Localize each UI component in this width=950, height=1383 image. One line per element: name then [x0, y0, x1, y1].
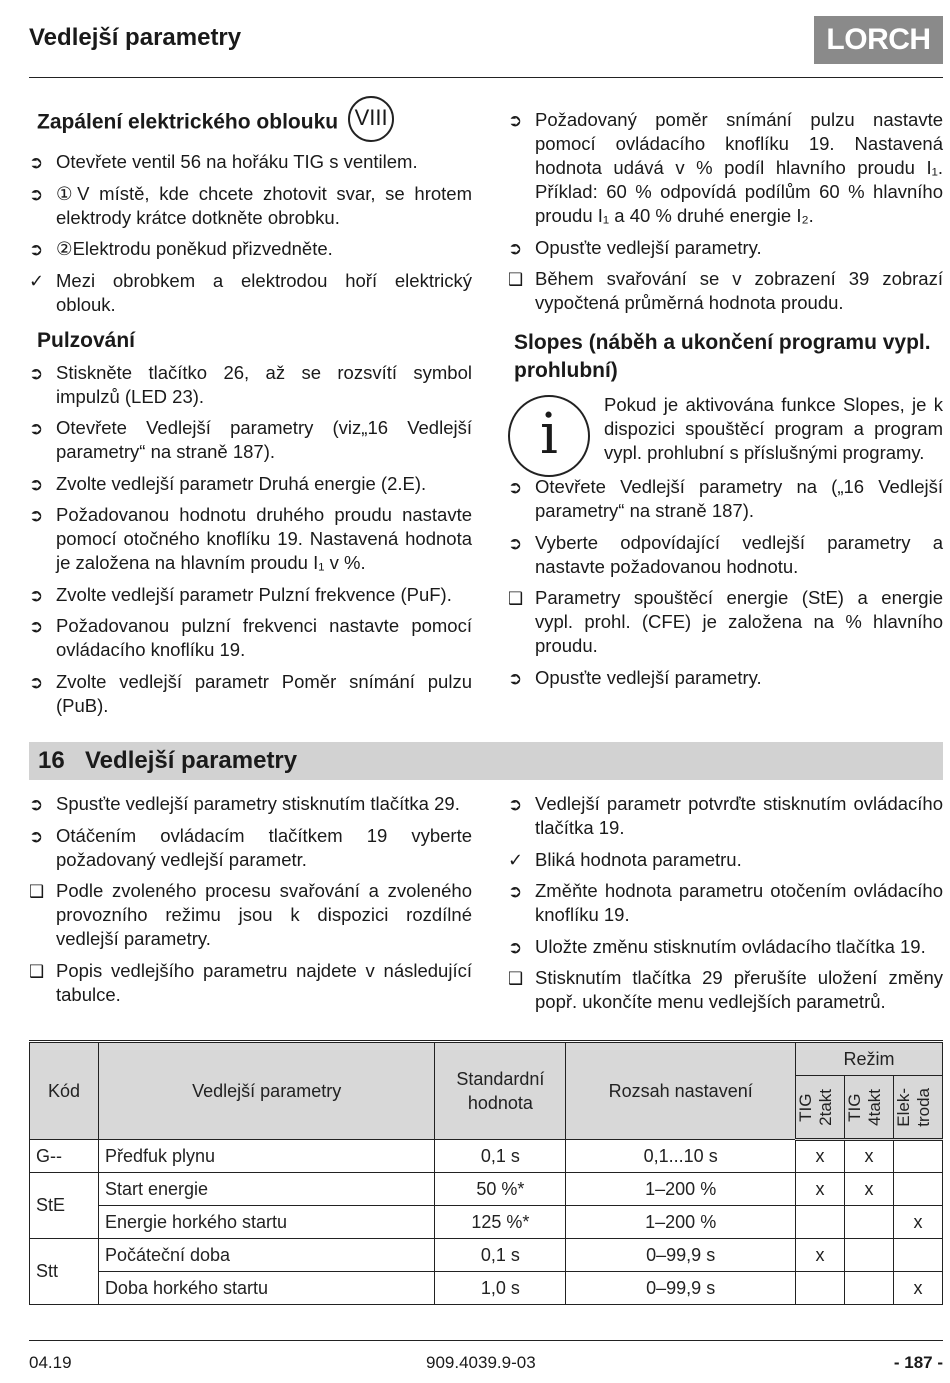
footer-doc-number: 909.4039.9-03 — [426, 1353, 536, 1372]
list-item — [508, 792, 943, 840]
list-item — [29, 959, 472, 1007]
arrow-icon — [508, 879, 530, 904]
arrow-icon — [508, 531, 530, 556]
heading-arc-ignition — [37, 100, 480, 146]
arrow-icon — [508, 236, 530, 261]
list-item — [29, 503, 472, 575]
cell-range: 0,1...10 s — [566, 1140, 796, 1173]
cell-m2 — [844, 1272, 893, 1305]
arrow-icon — [508, 666, 530, 691]
cell-range: 0–99,9 s — [566, 1239, 796, 1272]
checkbox-icon — [29, 879, 51, 904]
arrow-icon — [508, 475, 530, 500]
arrow-icon — [29, 792, 51, 817]
col-code: Kód — [30, 1042, 99, 1140]
arrow-icon — [29, 583, 51, 608]
cell-param: Energie horkého startu — [98, 1206, 434, 1239]
checkbox-icon — [29, 959, 51, 984]
list-item-text: Zvolte vedlejší parametr Pulzní frekvence (PuF). — [56, 583, 452, 605]
arrow-icon — [29, 614, 51, 639]
arc-ignition-list — [29, 150, 472, 317]
list-item — [29, 416, 472, 464]
mode-tig2-label: TIG 2takt — [796, 1088, 836, 1126]
list-item-text: Stisknutím tlačítka 29 přerušíte uložení změny popř. ukončíte menu vedlejších parametrů. — [535, 967, 943, 1012]
cell-std: 125 %* — [435, 1206, 566, 1239]
list-item-text: Změňte hodnota parametru otočením ovládacího knoflíku 19. — [535, 880, 943, 925]
checkmark-icon — [508, 848, 530, 873]
list-item — [508, 475, 943, 523]
heading-slopes: Slopes (náběh a ukončení programu vypl. prohlubní) — [514, 331, 931, 382]
list-item — [29, 879, 472, 951]
cell-code: Stt — [30, 1239, 99, 1305]
slopes-list — [508, 475, 943, 690]
table-row — [30, 1206, 943, 1239]
list-item-text: Zvolte vedlejší parametr Druhá energie (2.E). — [56, 472, 427, 494]
list-item-text: Vyberte odpovídající vedlejší parametry a nastavte požadovanou hodnotu. — [535, 531, 943, 577]
section-number: 16 — [38, 747, 65, 774]
cell-std: 1,0 s — [435, 1272, 566, 1305]
cell-range: 0–99,9 s — [566, 1272, 796, 1305]
cell-m1 — [796, 1206, 845, 1239]
list-item — [508, 966, 943, 1014]
page-title: Vedlejší parametry — [29, 24, 242, 51]
list-item — [508, 935, 943, 959]
list-item — [29, 670, 472, 718]
mode-electrode-label: Elek- troda — [893, 1087, 933, 1127]
arrow-icon — [29, 237, 51, 262]
section-heading — [29, 742, 943, 780]
cell-m2: x — [844, 1173, 893, 1206]
list-item — [29, 792, 472, 816]
arrow-icon — [29, 416, 51, 441]
list-item — [508, 879, 943, 927]
cell-m3: x — [893, 1206, 942, 1239]
col-mode-electrode — [893, 1076, 942, 1140]
list-item-text: Otevřete Vedlejší parametry na („16 Vedlejší parametry“ na straně 187). — [535, 476, 943, 521]
list-item — [508, 666, 943, 690]
section16-left — [29, 792, 472, 1014]
col-std: Standardní hodnota — [435, 1042, 566, 1140]
list-item-text: Bliká hodnota parametru. — [535, 848, 742, 870]
list-item-text: Požadovanou hodnotu druhého proudu nastavte pomocí otočného knoflíku 19. Nastavená hodnota je založena na hlavním proudu I₁ v %. — [56, 504, 472, 573]
cell-m2 — [844, 1239, 893, 1272]
col-range: Rozsah nastavení — [566, 1042, 796, 1140]
cell-param: Start energie — [98, 1173, 434, 1206]
cell-m2 — [844, 1206, 893, 1239]
arrow-icon — [29, 150, 51, 175]
parameter-table — [29, 1040, 943, 1305]
list-item — [29, 269, 472, 317]
checkmark-icon — [29, 269, 51, 294]
section16-right — [508, 792, 943, 1022]
list-item-text: Podle zvoleného procesu svařování a zvoleného provozního režimu jsou k dispozici rozdílné vedlejší parametry. — [56, 880, 472, 949]
arrow-icon — [29, 503, 51, 528]
section-title: Vedlejší parametry — [85, 747, 298, 774]
cell-m1: x — [796, 1173, 845, 1206]
footer-divider — [29, 1340, 943, 1341]
col-mode-tig2 — [796, 1076, 845, 1140]
info-icon: i — [508, 395, 590, 477]
pulse-ratio-list — [508, 108, 943, 315]
list-item — [508, 236, 943, 260]
cell-m3 — [893, 1140, 942, 1173]
cell-m1: x — [796, 1239, 845, 1272]
arrow-icon — [508, 108, 530, 133]
arrow-icon — [508, 935, 530, 960]
list-item-text: Požadovanou pulzní frekvenci nastavte pomocí ovládacího knoflíku 19. — [56, 615, 472, 660]
list-item — [29, 583, 472, 607]
table-row — [30, 1239, 943, 1272]
list-item-text: Parametry spouštěcí energie (StE) a energie vypl. prohl. (CFE) je založena na % hlavního proudu. — [535, 587, 943, 656]
list-item-text: Popis vedlejšího parametru najdete v následující tabulce. — [56, 959, 472, 1005]
cell-param: Doba horkého startu — [98, 1272, 434, 1305]
cell-std: 50 %* — [435, 1173, 566, 1206]
footer-page-number: - 187 - — [893, 1353, 943, 1372]
list-item — [508, 848, 943, 872]
info-text: Pokud je aktivována funkce Slopes, je k dispozici spouštěcí program a program vypl. prohlubní s příslušnými programy. — [604, 394, 943, 463]
lorch-logo: LORCH — [814, 16, 943, 64]
cell-m1 — [796, 1272, 845, 1305]
cell-m2: x — [844, 1140, 893, 1173]
cell-code: G-- — [30, 1140, 99, 1173]
list-item-text: Uložte změnu stisknutím ovládacího tlačítka 19. — [535, 935, 926, 957]
step-badge: VIII — [348, 96, 394, 142]
list-item — [29, 614, 472, 662]
list-item — [508, 531, 943, 579]
arrow-icon — [29, 824, 51, 849]
list-item — [508, 108, 943, 228]
table-row — [30, 1140, 943, 1173]
list-item-text: Otáčením ovládacím tlačítkem 19 vyberte požadovaný vedlejší parametr. — [56, 824, 472, 870]
list-item — [29, 150, 472, 174]
cell-range: 1–200 % — [566, 1206, 796, 1239]
left-column — [37, 100, 480, 725]
cell-m3 — [893, 1173, 942, 1206]
list-item — [29, 824, 472, 872]
cell-param: Předfuk plynu — [98, 1140, 434, 1173]
col-mode: Režim — [796, 1042, 943, 1076]
table-row — [30, 1272, 943, 1305]
cell-code: StE — [30, 1173, 99, 1239]
arrow-icon — [508, 792, 530, 817]
cell-range: 1–200 % — [566, 1173, 796, 1206]
heading-pulsing: Pulzování — [37, 328, 136, 352]
list-item-text: Opusťte vedlejší parametry. — [535, 666, 762, 688]
cell-m3 — [893, 1239, 942, 1272]
arrow-icon — [29, 670, 51, 695]
list-item-text: Otevřete ventil 56 na hořáku TIG s ventilem. — [56, 151, 418, 172]
list-item-text: Zvolte vedlejší parametr Poměr snímání pulzu (PuB). — [56, 670, 472, 716]
col-mode-tig4 — [844, 1076, 893, 1140]
pulsing-list — [29, 361, 472, 718]
cell-std: 0,1 s — [435, 1239, 566, 1272]
list-item-text: Otevřete Vedlejší parametry (viz„16 Vedlejší parametry“ na straně 187). — [56, 417, 472, 462]
checkbox-icon — [508, 267, 530, 292]
arrow-icon — [29, 361, 51, 386]
list-item-text: Opusťte vedlejší parametry. — [535, 236, 762, 258]
list-item — [29, 361, 472, 409]
arrow-icon — [29, 182, 51, 207]
checkbox-icon — [508, 966, 530, 991]
col-param: Vedlejší parametry — [98, 1042, 434, 1140]
list-item-text: ①V místě, kde chcete zhotovit svar, se hrotem elektrody krátce dotkněte obrobku. — [56, 182, 472, 228]
list-item-text: Spusťte vedlejší parametry stisknutím tlačítka 29. — [56, 793, 460, 814]
mode-tig4-label: TIG 4takt — [844, 1088, 884, 1126]
list-item-text: Stiskněte tlačítko 26, až se rozsvítí symbol impulzů (LED 23). — [56, 361, 472, 407]
heading-text: Zapálení elektrického oblouku — [37, 110, 339, 134]
header-divider — [29, 77, 943, 78]
footer-date: 04.19 — [29, 1353, 72, 1372]
list-item — [29, 182, 472, 230]
list-item — [508, 586, 943, 658]
list-item — [29, 237, 472, 261]
info-note — [508, 393, 943, 475]
right-column — [508, 108, 943, 697]
list-item-text: Vedlejší parametr potvrďte stisknutím ovládacího tlačítka 19. — [535, 793, 943, 838]
list-item — [29, 472, 472, 496]
list-item-text: Během svařování se v zobrazení 39 zobrazí vypočtená průměrná hodnota proudu. — [535, 268, 943, 313]
table-row — [30, 1173, 943, 1206]
cell-param: Počáteční doba — [98, 1239, 434, 1272]
cell-std: 0,1 s — [435, 1140, 566, 1173]
section16-right-list — [508, 792, 943, 1014]
checkbox-icon — [508, 586, 530, 611]
arrow-icon — [29, 472, 51, 497]
cell-m3: x — [893, 1272, 942, 1305]
list-item-text: Požadovaný poměr snímání pulzu nastavte pomocí ovládacího knoflíku 19. Nastavená hodnota udává v % podíl hlavního proudu I₁. Příklad: 60 % odpovídá podílům 60 % hlavního proudu I₁ a 40 % druhé energie I₂. — [535, 109, 943, 226]
cell-m1: x — [796, 1140, 845, 1173]
list-item — [508, 267, 943, 315]
list-item-text: Mezi obrobkem a elektrodou hoří elektrický oblouk. — [56, 269, 472, 315]
section16-left-list — [29, 792, 472, 1007]
list-item-text: ②Elektrodu poněkud přizvedněte. — [56, 238, 333, 259]
